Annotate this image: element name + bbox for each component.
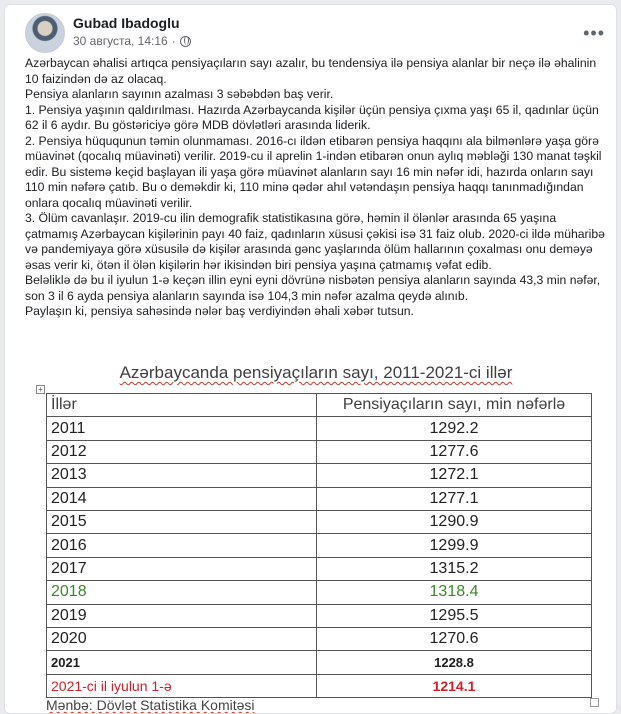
table-row — [47, 604, 592, 627]
globe-icon — [180, 36, 191, 47]
post-card — [4, 4, 617, 714]
pension-table — [46, 393, 592, 698]
table-row — [47, 534, 592, 557]
post-paragraph: 3. Ölüm cavanlaşır. 2019-cu ilin demografik statistikasına görə, həmin il ölənlər arasında 65 yaşına çatmamış Azərbaycan kişilərinin payı 40 faiz, qadınların xüsusi çəkisi isə 31 faiz olub. 2020-ci ildə müharibə və pandemiyaya görə xüsusilə də kişilər arasında gənc yaşlarında ölüm hallarının çoxalması onu deməyə əsas verir ki, ötən il ölən kişilərin hər ikisindən biri pensiya yaşına çatmamış vəfat edib. — [25, 211, 605, 272]
value-cell: 1292.2 — [317, 417, 592, 440]
value-cell: 1315.2 — [317, 557, 592, 580]
meta-separator: · — [171, 34, 176, 48]
post-paragraph: Pensiya alanların sayının azalması 3 səbəbdən baş verir. — [25, 87, 334, 101]
year-cell: 2019 — [47, 604, 317, 627]
table-row-bold — [47, 651, 592, 674]
avatar[interactable] — [25, 13, 65, 53]
value-cell: 1277.1 — [317, 487, 592, 510]
value-cell: 1318.4 — [317, 581, 592, 604]
table-row — [47, 627, 592, 650]
table-row — [47, 557, 592, 580]
post-meta — [73, 34, 191, 48]
post-header — [25, 13, 605, 53]
post-paragraph: Azərbaycan əhalisi artıqca pensiyaçıların sayı azalır, bu tendensiya ilə pensiya alanlar bir neçə ilə əhalinin 10 faizindən də az olacaq. — [25, 56, 597, 86]
table-row — [47, 487, 592, 510]
table-source-text: Mənbə: Dövlət Statistika Komitəsi — [46, 697, 255, 713]
table-row-highlight-green — [47, 581, 592, 604]
post-paragraph: 1. Pensiya yaşının qaldırılması. Hazırda Azərbaycanda kişilər üçün pensiya çıxma yaşı 65 il, qadınlar üçün 62 il 6 aydır. Bu göstəriciyə görə MDB dövlətləri arasında liderik. — [25, 102, 599, 132]
post-paragraph: Beləliklə də bu il iyulun 1-ə keçən illin eyni eyni dövrünə nisbətən pensiya alanların sayında 43,3 min nəfər, son 3 il 6 ayda pensiya alanların sayında isə 104,3 min nəfər azalma qeydə alınıb. — [25, 273, 601, 303]
table-title-text: Azərbaycanda pensiyaçıların sayı, 2011-2021-ci illər — [119, 363, 513, 382]
table-source — [46, 697, 255, 713]
value-cell: 1270.6 — [317, 627, 592, 650]
year-cell: 2013 — [47, 464, 317, 487]
table-row — [47, 440, 592, 463]
year-cell: 2017 — [47, 557, 317, 580]
year-cell: 2016 — [47, 534, 317, 557]
table-move-handle-icon: + — [36, 385, 45, 394]
value-cell: 1290.9 — [317, 510, 592, 533]
resize-handle-icon — [590, 698, 599, 707]
year-cell: 2018 — [47, 581, 317, 604]
value-cell: 1272.1 — [317, 464, 592, 487]
header-years: İllər — [47, 394, 317, 417]
value-cell: 1299.9 — [317, 534, 592, 557]
post-paragraph: Paylaşın ki, pensiya sahəsində nələr baş verdiyindən əhali xəbər tutsun. — [25, 304, 414, 318]
year-cell: 2014 — [47, 487, 317, 510]
table-header-row — [47, 394, 592, 417]
table-title — [31, 363, 601, 383]
table-row — [47, 464, 592, 487]
value-cell: 1295.5 — [317, 604, 592, 627]
value-cell: 1228.8 — [317, 651, 592, 674]
more-options-icon[interactable]: ••• — [583, 23, 605, 43]
year-cell: 2020 — [47, 627, 317, 650]
year-cell: 2011 — [47, 417, 317, 440]
year-cell: 2015 — [47, 510, 317, 533]
post-date[interactable]: 30 августа, 14:16 — [73, 34, 168, 48]
table-row — [47, 510, 592, 533]
year-cell: 2021 — [47, 651, 317, 674]
header-pensioners: Pensiyaçıların sayı, min nəfərlə — [317, 394, 592, 417]
table-row-highlight-red — [47, 674, 592, 697]
post-text — [25, 56, 605, 320]
value-cell: 1277.6 — [317, 440, 592, 463]
author-name[interactable]: Gubad Ibadoglu — [73, 15, 180, 31]
post-image-table[interactable] — [31, 355, 601, 714]
year-cell: 2012 — [47, 440, 317, 463]
table-row — [47, 417, 592, 440]
value-cell: 1214.1 — [317, 674, 592, 697]
year-cell: 2021-ci il iyulun 1-ə — [47, 674, 317, 697]
post-paragraph: 2. Pensiya hüququnun təmin olunmaması. 2016-cı ildən etibarən pensiya haqqını ala bilmənlərə yaşa görə müavinət (qocalıq müavinəti) verilir. 2019-cu il aprelin 1-indən etibarən onun aylıq məbləği 130 manat təşkil edir. Bu sistemə keçid başlayan ili yaşa görə müavinət alanların sayı 16 min nəfər idi, hazırda onların sayı 110 min nəfərə çatıb. Bu o deməkdir ki, 110 minə qədər ahıl vətəndaşın pensiya haqqı tanınmadığından onlara qocalıq müavinəti verilir. — [25, 133, 602, 210]
